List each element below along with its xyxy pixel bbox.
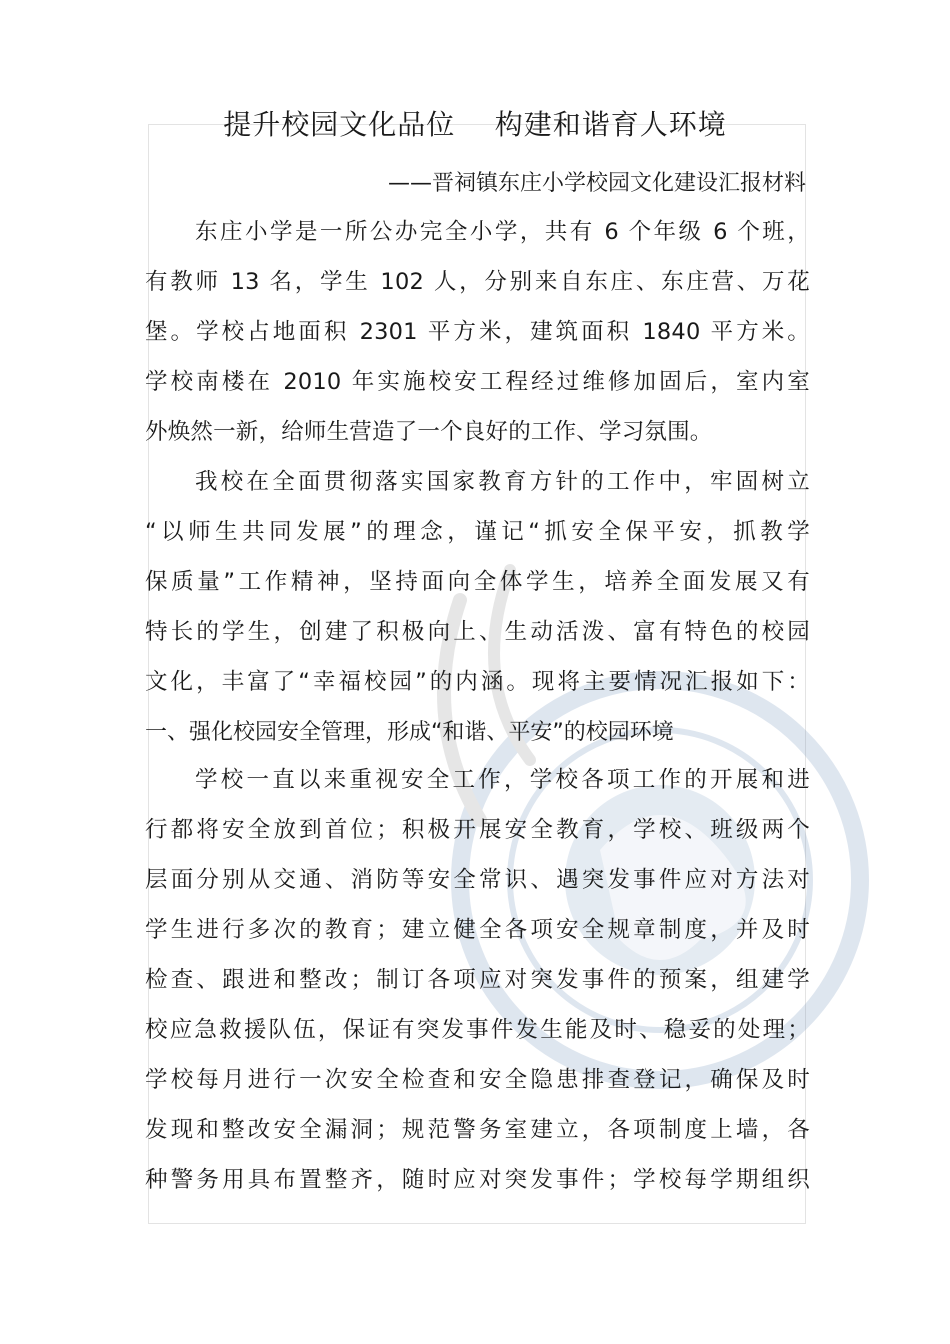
- paragraph-line: 保质量”工作精神，坚持面向全体学生，培养全面发展又有: [145, 569, 810, 595]
- paragraph-line: 学校南楼在 2010 年实施校安工程经过维修加固后，室内室: [145, 369, 810, 395]
- paragraph-line: 检查、跟进和整改；制订各项应对突发事件的预案，组建学: [145, 967, 810, 993]
- paragraph-line: 层面分别从交通、消防等安全常识、遇突发事件应对方法对: [145, 867, 810, 893]
- paragraph-line: 种警务用具布置整齐，随时应对突发事件；学校每学期组织: [145, 1167, 810, 1193]
- paragraph-line: 校应急救援队伍，保证有突发事件发生能及时、稳妥的处理；: [145, 1017, 810, 1043]
- paragraph-line: 特长的学生，创建了积极向上、生动活泼、富有特色的校园: [145, 619, 810, 645]
- paragraph-line: 堡。学校占地面积 2301 平方米，建筑面积 1840 平方米。: [145, 319, 810, 345]
- document-subtitle: ——晋祠镇东庄小学校园文化建设汇报材料: [387, 171, 806, 196]
- paragraph-line: 外焕然一新，给师生营造了一个良好的工作、学习氛围。: [145, 419, 713, 445]
- paragraph-line: 行都将安全放到首位；积极开展安全教育，学校、班级两个: [145, 817, 810, 843]
- section-heading: 一、强化校园安全管理，形成“和谐、平安”的校园环境: [145, 720, 674, 745]
- paragraph-line: 学校一直以来重视安全工作，学校各项工作的开展和进: [195, 767, 810, 793]
- paragraph-line: 东庄小学是一所公办完全小学，共有 6 个年级 6 个班，: [195, 219, 810, 245]
- paragraph-line: 我校在全面贯彻落实国家教育方针的工作中，牢固树立: [195, 469, 810, 495]
- paragraph-line: 学生进行多次的教育；建立健全各项安全规章制度，并及时: [145, 917, 810, 943]
- paragraph-line: 文化，丰富了“幸福校园”的内涵。现将主要情况汇报如下：: [145, 669, 810, 695]
- paragraph-line: 有教师 13 名，学生 102 人，分别来自东庄、东庄营、万花: [145, 269, 810, 295]
- paragraph-line: “以师生共同发展”的理念，谨记“抓安全保平安，抓教学: [145, 519, 810, 545]
- document-title: 提升校园文化品位 构建和谐育人环境: [223, 108, 727, 141]
- paragraph-line: 发现和整改安全漏洞；规范警务室建立，各项制度上墙，各: [145, 1117, 810, 1143]
- paragraph-line: 学校每月进行一次安全检查和安全隐患排查登记，确保及时: [145, 1067, 810, 1093]
